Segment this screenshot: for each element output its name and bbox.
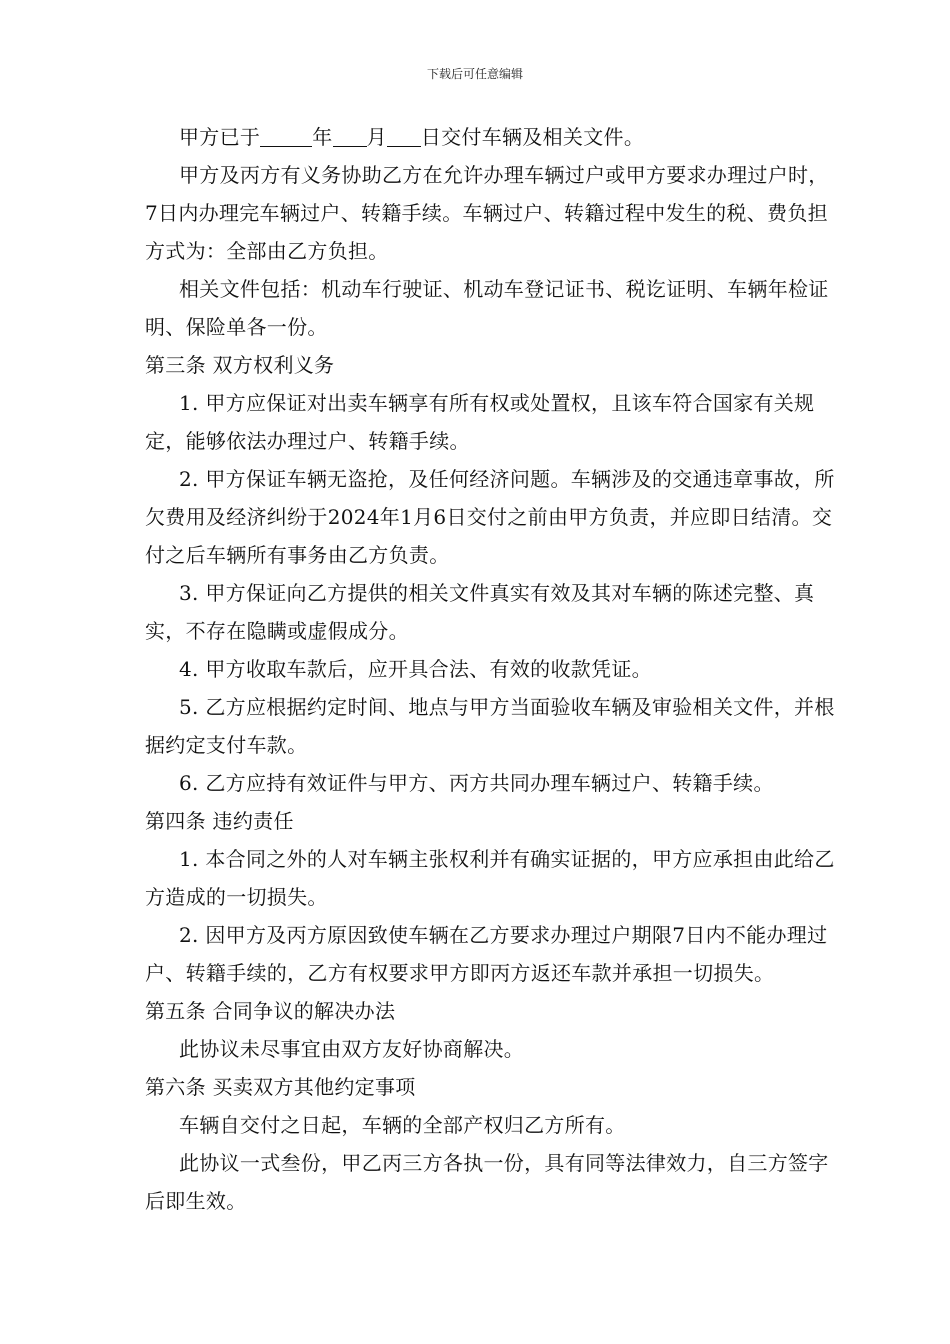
- article-6-title: 第六条 买卖双方其他约定事项: [145, 1075, 416, 1099]
- article-3-item: 3. 甲方保证向乙方提供的相关文件真实有效及其对车辆的陈述完整、真实，不存在隐瞒或虚假成分。: [145, 581, 815, 643]
- year-blank: [260, 126, 312, 147]
- article-3-item: 5. 乙方应根据约定时间、地点与甲方当面验收车辆及审验相关文件，并根据约定支付车款。: [145, 695, 835, 757]
- article-5-item: 此协议未尽事宜由双方友好协商解决。: [179, 1037, 525, 1061]
- contract-body: [145, 118, 835, 1220]
- day-blank: [387, 126, 421, 147]
- article-6-item: 车辆自交付之日起，车辆的全部产权归乙方所有。: [179, 1113, 626, 1137]
- article-3-title: 第三条 双方权利义务: [145, 353, 335, 377]
- month-label: 月: [366, 125, 387, 149]
- article-4-title: 第四条 违约责任: [145, 809, 294, 833]
- page-header-note: 下载后可任意编辑: [426, 67, 523, 81]
- transfer-obligation-paragraph: 甲方及丙方有义务协助乙方在允许办理车辆过户或甲方要求办理过户时，7日内办理完车辆过户、转籍手续。车辆过户、转籍过程中发生的税、费负担方式为：全部由乙方负担。: [145, 163, 829, 263]
- article-3-item: 4. 甲方收取车款后，应开具合法、有效的收款凭证。: [179, 657, 652, 681]
- article-3-item: 6. 乙方应持有效证件与甲方、丙方共同办理车辆过户、转籍手续。: [179, 771, 774, 795]
- year-label: 年: [312, 125, 333, 149]
- article-3-item: 1. 甲方应保证对出卖车辆享有所有权或处置权，且该车符合国家有关规定，能够依法办理过户、转籍手续。: [145, 391, 815, 453]
- article-6-item: 此协议一式叁份，甲乙丙三方各执一份，具有同等法律效力，自三方签字后即生效。: [145, 1151, 829, 1213]
- article-4-item: 2. 因甲方及丙方原因致使车辆在乙方要求办理过户期限7日内不能办理过户、转籍手续的，乙方有权要求甲方即丙方返还车款并承担一切损失。: [145, 923, 828, 985]
- delivery-clause: [145, 118, 835, 156]
- delivery-prefix: 甲方已于: [179, 125, 261, 149]
- article-4-item: 1. 本合同之外的人对车辆主张权利并有确实证据的，甲方应承担由此给乙方造成的一切损失。: [145, 847, 835, 909]
- delivery-suffix: 日交付车辆及相关文件。: [420, 125, 645, 149]
- article-5-title: 第五条 合同争议的解决办法: [145, 999, 396, 1023]
- month-blank: [333, 126, 367, 147]
- related-documents-paragraph: 相关文件包括：机动车行驶证、机动车登记证书、税讫证明、车辆年检证明、保险单各一份。: [145, 277, 829, 339]
- article-3-item: 2. 甲方保证车辆无盗抢，及任何经济问题。车辆涉及的交通违章事故，所欠费用及经济纠纷于2024年1月6日交付之前由甲方负责，并应即日结清。交付之后车辆所有事务由乙方负责。: [145, 467, 835, 567]
